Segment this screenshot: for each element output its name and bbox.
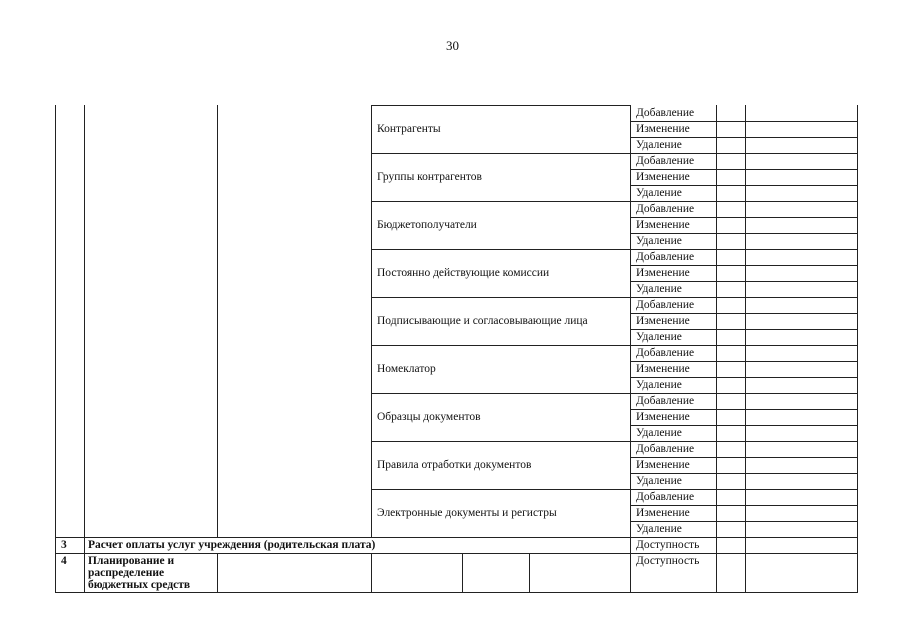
operation-label: Удаление	[636, 475, 682, 487]
operation-label: Доступность	[636, 539, 700, 551]
catalog-name: Номеклатор	[377, 363, 436, 375]
group-divider	[371, 201, 858, 202]
col-rule	[217, 553, 218, 593]
row-title-line: Планирование и	[88, 555, 175, 567]
row-title: Расчет оплаты услуг учреждения (родительская плата)	[88, 539, 376, 551]
row4-top-rule	[55, 553, 858, 554]
operation-label: Изменение	[636, 315, 690, 327]
operation-label: Изменение	[636, 459, 690, 471]
operation-label: Удаление	[636, 523, 682, 535]
col-rule	[745, 105, 746, 593]
operation-label: Добавление	[636, 491, 695, 503]
operation-label: Изменение	[636, 507, 690, 519]
operation-label: Доступность	[636, 555, 700, 567]
row-number: 3	[61, 539, 67, 551]
group-divider	[371, 345, 858, 346]
group-divider	[371, 441, 858, 442]
operation-label: Удаление	[636, 283, 682, 295]
catalog-name: Постоянно действующие комиссии	[377, 267, 550, 279]
catalog-name: Образцы документов	[377, 411, 481, 423]
col-rule	[857, 105, 858, 593]
catalog-top-rule	[371, 105, 631, 106]
operation-label: Удаление	[636, 187, 682, 199]
page-number: 30	[446, 38, 459, 53]
operation-label: Изменение	[636, 123, 690, 135]
operation-label: Удаление	[636, 331, 682, 343]
col-rule	[371, 553, 372, 593]
group-divider	[371, 297, 858, 298]
row-title-line: распределение	[88, 567, 165, 579]
operation-label: Изменение	[636, 219, 690, 231]
catalog-name: Группы контрагентов	[377, 171, 482, 183]
operation-label: Добавление	[636, 251, 695, 263]
operation-label: Изменение	[636, 267, 690, 279]
catalog-name: Электронные документы и регистры	[377, 507, 557, 519]
col-rule	[55, 105, 56, 593]
catalog-name: Подписывающие и согласовывающие лица	[377, 315, 588, 327]
operation-label: Добавление	[636, 107, 695, 119]
operation-label: Изменение	[636, 363, 690, 375]
col-rule	[630, 105, 631, 593]
col-rule	[84, 105, 85, 593]
row-title-line: бюджетных средств	[88, 579, 191, 591]
operation-label: Удаление	[636, 139, 682, 151]
row-number: 4	[61, 555, 67, 567]
group-divider	[371, 249, 858, 250]
operation-label: Добавление	[636, 347, 695, 359]
catalog-name: Бюджетополучатели	[377, 219, 477, 231]
table-bottom-rule	[55, 592, 858, 593]
operation-label: Изменение	[636, 411, 690, 423]
col-rule	[462, 553, 463, 593]
operation-label: Добавление	[636, 395, 695, 407]
group-divider	[371, 153, 858, 154]
group-divider	[371, 489, 858, 490]
group-divider	[371, 393, 858, 394]
col-rule	[529, 553, 530, 593]
operation-label: Добавление	[636, 299, 695, 311]
col-rule	[217, 105, 218, 538]
catalog-name: Правила отработки документов	[377, 459, 532, 471]
operation-label: Удаление	[636, 379, 682, 391]
col-rule	[371, 105, 372, 538]
operation-label: Удаление	[636, 427, 682, 439]
operation-label: Добавление	[636, 203, 695, 215]
operation-label: Добавление	[636, 155, 695, 167]
operation-label: Добавление	[636, 443, 695, 455]
col-rule	[716, 105, 717, 593]
operation-label: Изменение	[636, 171, 690, 183]
operation-label: Удаление	[636, 235, 682, 247]
catalog-name: Контрагенты	[377, 123, 441, 135]
